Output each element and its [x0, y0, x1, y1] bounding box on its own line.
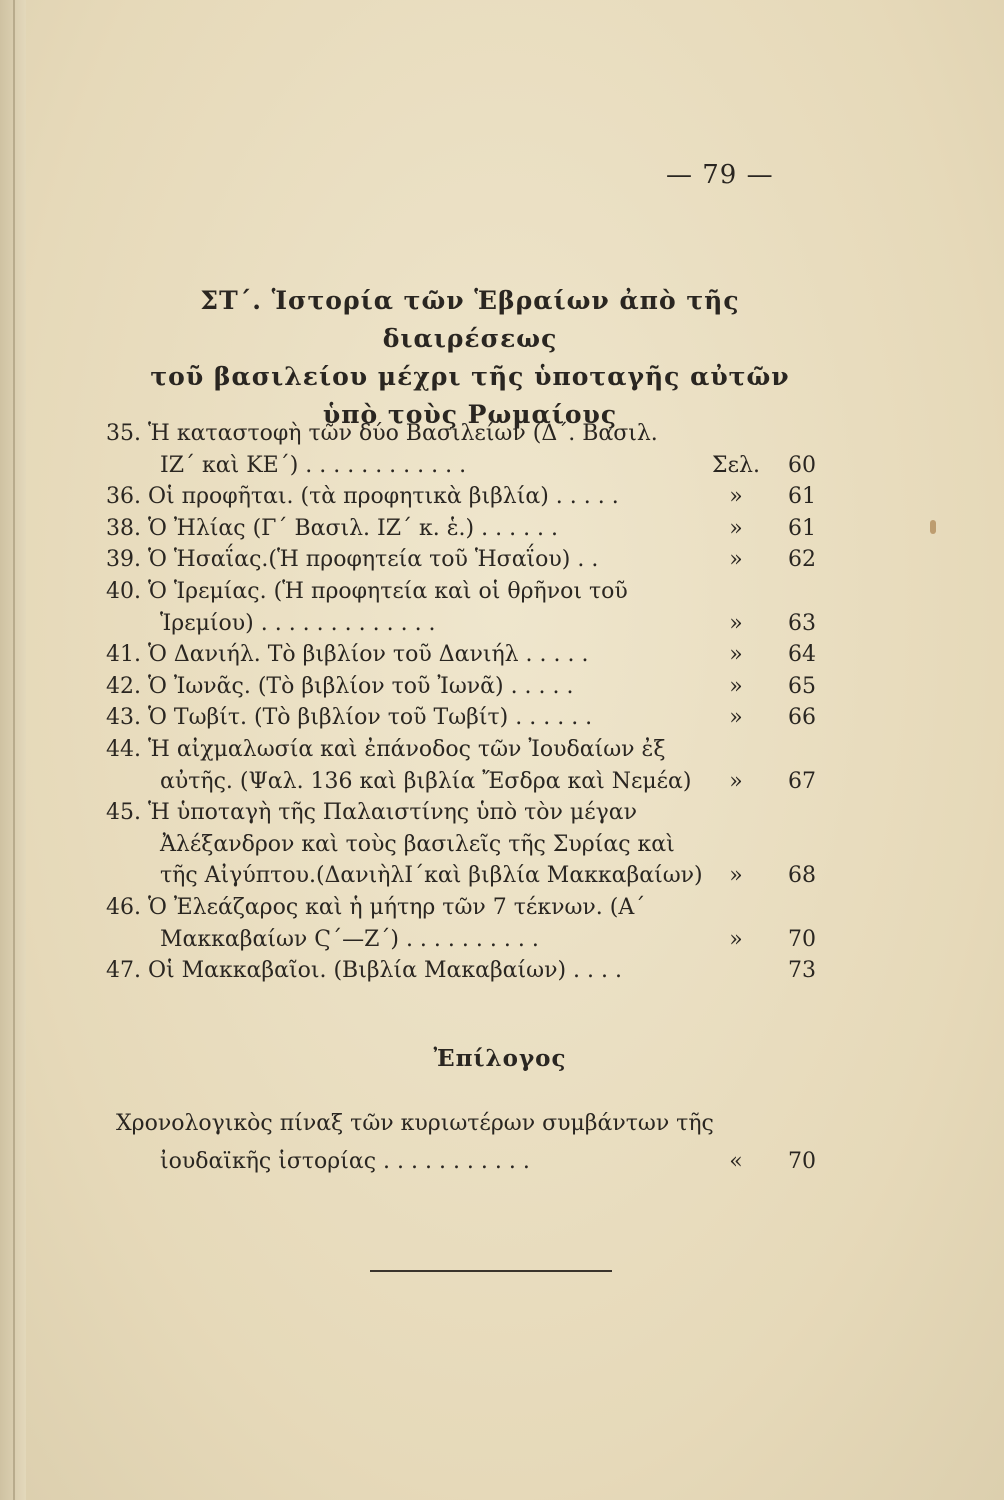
page-ref: 64: [788, 642, 816, 668]
page-ref: 63: [788, 610, 816, 636]
entry-number: 47.: [106, 958, 141, 984]
entry-text: Ὁ Ἡσαΐας.(Ἡ προφητεία τοῦ Ἡσαΐου) . .: [148, 547, 599, 573]
page-marker: »: [729, 515, 743, 541]
page-ref: 60: [788, 452, 816, 478]
entry-text: Ἡ καταστοφὴ τῶν δύο Βασιλείων (Δ΄. Βασιλ.: [148, 421, 658, 446]
entry-number: 40.: [106, 579, 141, 604]
toc-entry-line: [0, 671, 1004, 703]
section-title-line: ΣΤ΄. Ἱστορία τῶν Ἑβραίων ἀπὸ τῆς διαιρέσεως: [200, 286, 740, 353]
section-title-line: τοῦ βασιλείου μέχρι τῆς ὑποταγῆς αὐτῶν: [150, 362, 790, 391]
entry-number: 46.: [106, 895, 141, 920]
entry-text: Οἱ προφῆται. (τὰ προφητικὰ βιβλία) . . . . .: [148, 484, 619, 510]
entry-number: 43.: [106, 705, 141, 731]
entry-number: 36.: [106, 484, 141, 510]
entry-number: 42.: [106, 673, 141, 699]
entry-text: Ὁ Δανιήλ. Τὸ βιβλίον τοῦ Δανιήλ . . . . .: [148, 642, 589, 668]
closing-rule: [370, 1270, 612, 1272]
toc-entry-line: [0, 544, 1004, 576]
entry-text: τῆς Αἰγύπτου.(ΔανιὴλΙ΄καὶ βιβλία Μακκαβαίων): [160, 863, 703, 889]
entry-text: ΙΖ΄ καὶ ΚΕ΄) . . . . . . . . . . . .: [160, 452, 467, 478]
page-ref: 70: [788, 1149, 816, 1174]
entry-text: Ὁ Ἰωνᾶς. (Τὸ βιβλίον τοῦ Ἰωνᾶ) . . . . .: [148, 673, 574, 699]
page-ref: 62: [788, 547, 816, 573]
toc-entry-line: [0, 608, 1004, 640]
page-marker: »: [729, 610, 743, 636]
section-title: [110, 282, 830, 434]
page-marker: «: [729, 1149, 743, 1174]
entry-text: Ἡ αἰχμαλωσία καὶ ἐπάνοδος τῶν Ἰουδαίων ἐξ: [148, 737, 666, 762]
page-ref: 65: [788, 673, 816, 699]
entry-text: Ὁ Ἱρεμίας. (Ἡ προφητεία καὶ οἱ θρῆνοι τοῦ: [148, 579, 628, 604]
entry-number: 35.: [106, 421, 141, 446]
entry-text: Ὁ Ἠλίας (Γ΄ Βασιλ. ΙΖ΄ κ. ἑ.) . . . . . .: [148, 515, 559, 541]
page-number: — 79 —: [666, 160, 774, 190]
entry-text: Οἱ Μακκαβαῖοι. (Βιβλία Μακαβαίων) . . . .: [148, 958, 622, 984]
section-title-line: ὑπὸ τοὺς Ρωμαίους: [322, 400, 618, 429]
epilogos-entry-text: Χρονολογικὸς πίναξ τῶν κυριωτέρων συμβάντων τῆς: [116, 1111, 714, 1136]
entry-number: 38.: [106, 515, 141, 541]
toc-entry-line: [0, 829, 1004, 861]
page-ref: 73: [788, 958, 816, 984]
entry-text: Ἀλέξανδρον καὶ τοὺς βασιλεῖς τῆς Συρίας καὶ: [160, 831, 675, 857]
toc-entry-line: [0, 450, 1004, 482]
epilogos-heading: Ἐπίλογος: [433, 1045, 567, 1072]
page-ref: 61: [788, 515, 816, 541]
toc-entry-line: [0, 892, 1004, 924]
toc-entry-line: [0, 955, 1004, 987]
page-marker: »: [729, 705, 743, 731]
page-marker: »: [729, 673, 743, 699]
page-marker: »: [729, 926, 743, 952]
entry-number: 44.: [106, 737, 141, 762]
page-ref: 67: [788, 768, 816, 794]
entry-number: 41.: [106, 642, 141, 668]
page-ref: 66: [788, 705, 816, 731]
entry-number: 45.: [106, 800, 141, 826]
entry-text: Ἱρεμίου) . . . . . . . . . . . . .: [160, 610, 436, 636]
page-marker: »: [729, 484, 743, 510]
entry-text: Ὁ Ἐλεάζαρος καὶ ἡ μήτηρ τῶν 7 τέκνων. (Α΄: [148, 895, 646, 920]
page-marker: »: [729, 768, 743, 794]
entry-text: Ὁ Τωβίτ. (Τὸ βιβλίον τοῦ Τωβίτ) . . . . . .: [148, 705, 593, 731]
toc-entry-line: [0, 639, 1004, 671]
toc-entry-line: [0, 734, 1004, 766]
toc-entry-line: [0, 860, 1004, 892]
epilogos-entry-line-1: [0, 1108, 1004, 1140]
page-ref: 68: [788, 863, 816, 889]
toc-entry-line: [0, 513, 1004, 545]
page-marker: »: [729, 863, 743, 889]
entry-text: Ἡ ὑποταγὴ τῆς Παλαιστίνης ὑπὸ τὸν μέγαν: [148, 800, 637, 826]
entry-number: 39.: [106, 547, 141, 573]
toc-entry-line: [0, 576, 1004, 608]
toc-entry-line: [0, 924, 1004, 956]
toc-entry-line: [0, 481, 1004, 513]
epilogos-entry-line-2: [0, 1146, 1004, 1178]
page-ref: 61: [788, 484, 816, 510]
epilogos-entry-text: ἰουδαϊκῆς ἱστορίας . . . . . . . . . . .: [160, 1149, 530, 1174]
page-marker: »: [729, 547, 743, 573]
toc-entry-line: [0, 702, 1004, 734]
page-ref: 70: [788, 926, 816, 952]
toc-entry-line: [0, 797, 1004, 829]
entry-text: αὐτῆς. (Ψαλ. 136 καὶ βιβλία Ἔσδρα καὶ Νεμέα): [160, 768, 692, 794]
toc-entry-line: [0, 418, 1004, 450]
entry-text: Μακκαβαίων Ϛ΄—Ζ΄) . . . . . . . . . .: [160, 926, 539, 952]
page-marker: Σελ.: [712, 452, 760, 478]
toc-entry-line: [0, 766, 1004, 798]
page-marker: »: [729, 642, 743, 668]
